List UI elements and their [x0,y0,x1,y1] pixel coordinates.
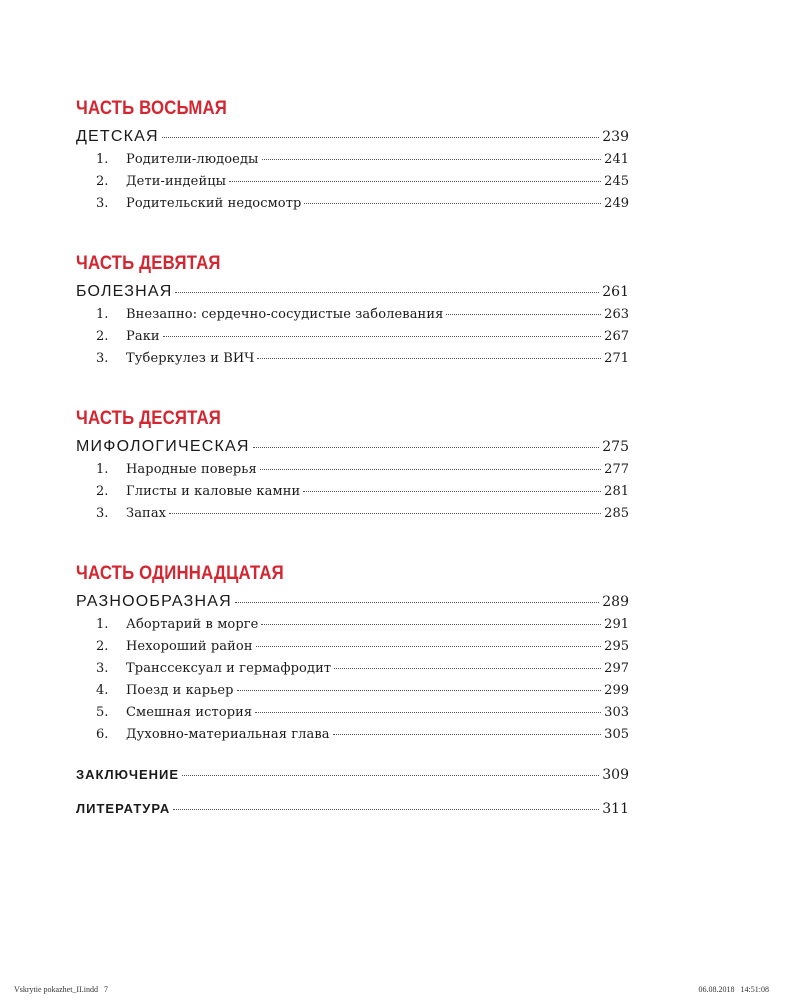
literature-title: ЛИТЕРАТУРА [76,796,170,822]
item-number: 1. [96,462,109,477]
item-title: Глисты и каловые камни [126,481,300,503]
toc-item[interactable] [76,193,629,215]
dot-leader [173,809,599,810]
dot-leader [304,203,601,204]
dot-leader [303,491,601,492]
toc-item[interactable] [76,702,629,724]
dot-leader [334,668,601,669]
toc-item[interactable] [76,459,629,481]
literature-entry[interactable] [76,796,629,822]
dot-leader [253,447,600,448]
part-11 [76,561,629,746]
dot-leader [237,690,602,691]
footer-filename: Vskrytie pokazhet_II.indd 7 [14,985,108,994]
part-title: ЧАСТЬ ВОСЬМАЯ [76,97,227,119]
part-8 [76,96,629,215]
page-number: 311 [602,796,629,822]
item-number: 3. [96,506,109,521]
toc-item[interactable] [76,481,629,503]
item-title: Дети-индейцы [126,171,226,193]
item-number: 1. [96,152,109,167]
chapter-entry[interactable] [76,590,629,614]
item-title: Родительский недосмотр [126,193,301,215]
toc-item[interactable] [76,503,629,525]
dot-leader [256,646,602,647]
item-number: 5. [96,705,109,720]
page-number: 305 [604,724,629,746]
table-of-contents [76,96,629,830]
item-title: Народные поверья [126,459,257,481]
chapter-title: РАЗНООБРАЗНАЯ [76,590,232,614]
chapter-title: МИФОЛОГИЧЕСКАЯ [76,435,250,459]
item-number: 1. [96,307,109,322]
chapter-entry[interactable] [76,125,629,149]
item-number: 1. [96,617,109,632]
part-9 [76,251,629,370]
page-number: 239 [602,125,629,149]
page-number: 267 [604,326,629,348]
item-number: 3. [96,351,109,366]
page-number: 281 [604,481,629,503]
page-number: 261 [602,280,629,304]
dot-leader [163,336,601,337]
conclusion-title: ЗАКЛЮЧЕНИЕ [76,762,179,788]
item-number: 2. [96,639,109,654]
page-number: 295 [604,636,629,658]
page-number: 285 [604,503,629,525]
toc-item[interactable] [76,636,629,658]
toc-item[interactable] [76,326,629,348]
toc-item[interactable] [76,614,629,636]
item-number: 2. [96,484,109,499]
dot-leader [169,513,601,514]
dot-leader [260,469,601,470]
item-number: 2. [96,174,109,189]
item-number: 3. [96,661,109,676]
part-title: ЧАСТЬ ДЕСЯТАЯ [76,407,222,429]
page-number: 309 [602,762,629,788]
toc-item[interactable] [76,724,629,746]
page-number: 275 [602,435,629,459]
part-title: ЧАСТЬ ОДИННАДЦАТАЯ [76,562,284,584]
page-number: 277 [604,459,629,481]
print-footer [14,985,769,997]
item-title: Запах [126,503,166,525]
dot-leader [229,181,601,182]
part-10 [76,406,629,525]
chapter-entry[interactable] [76,280,629,304]
page-number: 303 [604,702,629,724]
page-number: 241 [604,149,629,171]
item-title: Поезд и карьер [126,680,234,702]
dot-leader [162,137,599,138]
item-title: Смешная история [126,702,252,724]
dot-leader [255,712,601,713]
item-title: Нехороший район [126,636,253,658]
item-title: Туберкулез и ВИЧ [126,348,254,370]
dot-leader [262,159,602,160]
footer-timestamp: 06.08.2018 14:51:08 [698,985,769,994]
toc-item[interactable] [76,171,629,193]
toc-item[interactable] [76,658,629,680]
dot-leader [175,292,599,293]
toc-item[interactable] [76,680,629,702]
page-number: 249 [604,193,629,215]
chapter-entry[interactable] [76,435,629,459]
part-title: ЧАСТЬ ДЕВЯТАЯ [76,252,221,274]
toc-item[interactable] [76,304,629,326]
page-number: 271 [604,348,629,370]
page-number: 289 [602,590,629,614]
item-number: 4. [96,683,109,698]
page-number: 291 [604,614,629,636]
item-number: 6. [96,727,109,742]
dot-leader [261,624,601,625]
item-title: Транссексуал и гермафродит [126,658,331,680]
item-number: 3. [96,196,109,211]
conclusion-entry[interactable] [76,762,629,788]
dot-leader [333,734,602,735]
item-number: 2. [96,329,109,344]
page-number: 297 [604,658,629,680]
dot-leader [235,602,599,603]
page-number: 245 [604,171,629,193]
chapter-title: БОЛЕЗНАЯ [76,280,172,304]
dot-leader [446,314,601,315]
item-title: Раки [126,326,160,348]
toc-item[interactable] [76,149,629,171]
item-title: Духовно-материальная глава [126,724,330,746]
chapter-title: ДЕТСКАЯ [76,125,159,149]
toc-item[interactable] [76,348,629,370]
dot-leader [182,775,599,776]
item-title: Внезапно: сердечно-сосудистые заболевания [126,304,443,326]
item-title: Родители-людоеды [126,149,259,171]
dot-leader [257,358,601,359]
item-title: Абортарий в морге [126,614,258,636]
page-number: 263 [604,304,629,326]
page-number: 299 [604,680,629,702]
